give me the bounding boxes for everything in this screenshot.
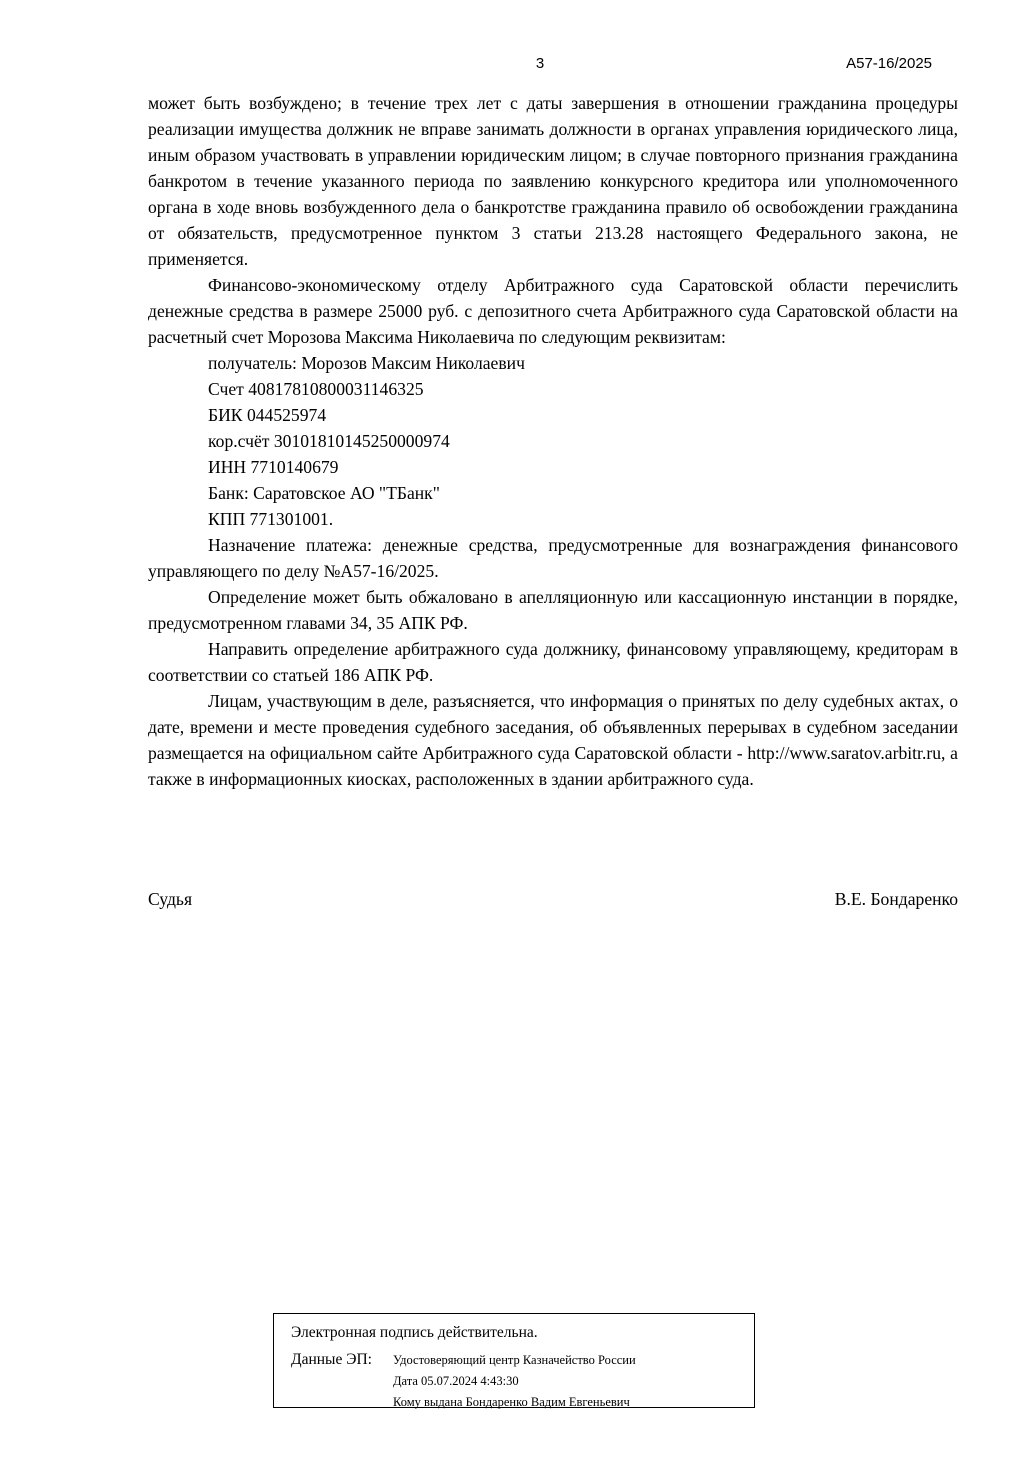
- judge-signature-row: [148, 886, 958, 912]
- signature-data-label: Данные ЭП:: [291, 1351, 372, 1368]
- case-number: А57-16/2025: [846, 55, 932, 72]
- paragraph-payment-purpose: Назначение платежа: денежные средства, предусмотренные для вознаграждения финансового управляющего по делу №А57-16/2025.: [148, 535, 958, 581]
- signature-date: Дата 05.07.2024 4:43:30: [393, 1374, 519, 1388]
- paragraph-appeal-procedure: Определение может быть обжаловано в апелляционную или кассационную инстанции в порядке, предусмотренном главами 34, 35 АПК РФ.: [148, 587, 958, 633]
- paragraph-information-notice: Лицам, участвующим в деле, разъясняется, что информация о принятых по делу судебных актах, о дате, времени и месте проведения судебного заседания, об объявленных перерывах в судебном заседании размещается на официальном сайте Арбитражного суда Саратовской области - http://www.saratov.arbitr.ru, а также в информационных киосках, расположенных в здании арбитражного суда.: [148, 691, 958, 789]
- signature-details: [393, 1350, 636, 1413]
- signature-validity-text: Электронная подпись действительна.: [291, 1324, 538, 1341]
- requisite-corr-account: кор.счёт 30101810145250000974: [208, 431, 450, 451]
- payment-requisites: [148, 350, 958, 532]
- document-header: [148, 55, 932, 77]
- requisite-inn: ИНН 7710140679: [208, 457, 339, 477]
- signature-data-row: [291, 1350, 746, 1413]
- requisite-bik: БИК 044525974: [208, 405, 327, 425]
- requisite-recipient: получатель: Морозов Максим Николаевич: [208, 353, 525, 373]
- judge-name: В.Е. Бондаренко: [834, 889, 958, 909]
- signature-issued-to: Кому выдана Бондаренко Вадим Евгеньевич: [393, 1395, 630, 1409]
- paragraph-transfer-order: Финансово-экономическому отделу Арбитражного суда Саратовской области перечислить денежные средства в размере 25000 руб. с депозитного счета Арбитражного суда Саратовской области на расчетный счет Морозова Максима Николаевича по следующим реквизитам:: [148, 275, 958, 347]
- requisite-kpp: КПП 771301001.: [208, 509, 334, 529]
- signature-authority: Удостоверяющий центр Казначейство России: [393, 1353, 636, 1367]
- judge-role-label: Судья: [148, 889, 193, 909]
- paragraph-bankruptcy-consequences: может быть возбуждено; в течение трех лет с даты завершения в отношении гражданина процедуры реализации имущества должник не вправе занимать должности в органах управления юридического лица, иным образом участвовать в управлении юридическим лицом; в случае повторного признания гражданина банкротом в течение указанного периода по заявлению конкурсного кредитора или уполномоченного органа в ходе вновь возбужденного дела о банкротстве гражданина правило об освобождении гражданина от обязательств, предусмотренное пунктом 3 статьи 213.28 настоящего Федерального закона, не применяется.: [148, 93, 958, 269]
- requisite-bank: Банк: Саратовское АО "ТБанк": [208, 483, 440, 503]
- page-number: 3: [535, 55, 545, 72]
- electronic-signature-stamp: [273, 1313, 755, 1408]
- document-body: [148, 90, 958, 792]
- paragraph-send-ruling: Направить определение арбитражного суда должнику, финансовому управляющему, кредиторам в соответствии со статьей 186 АПК РФ.: [148, 639, 958, 685]
- requisite-account: Счет 40817810800031146325: [208, 379, 424, 399]
